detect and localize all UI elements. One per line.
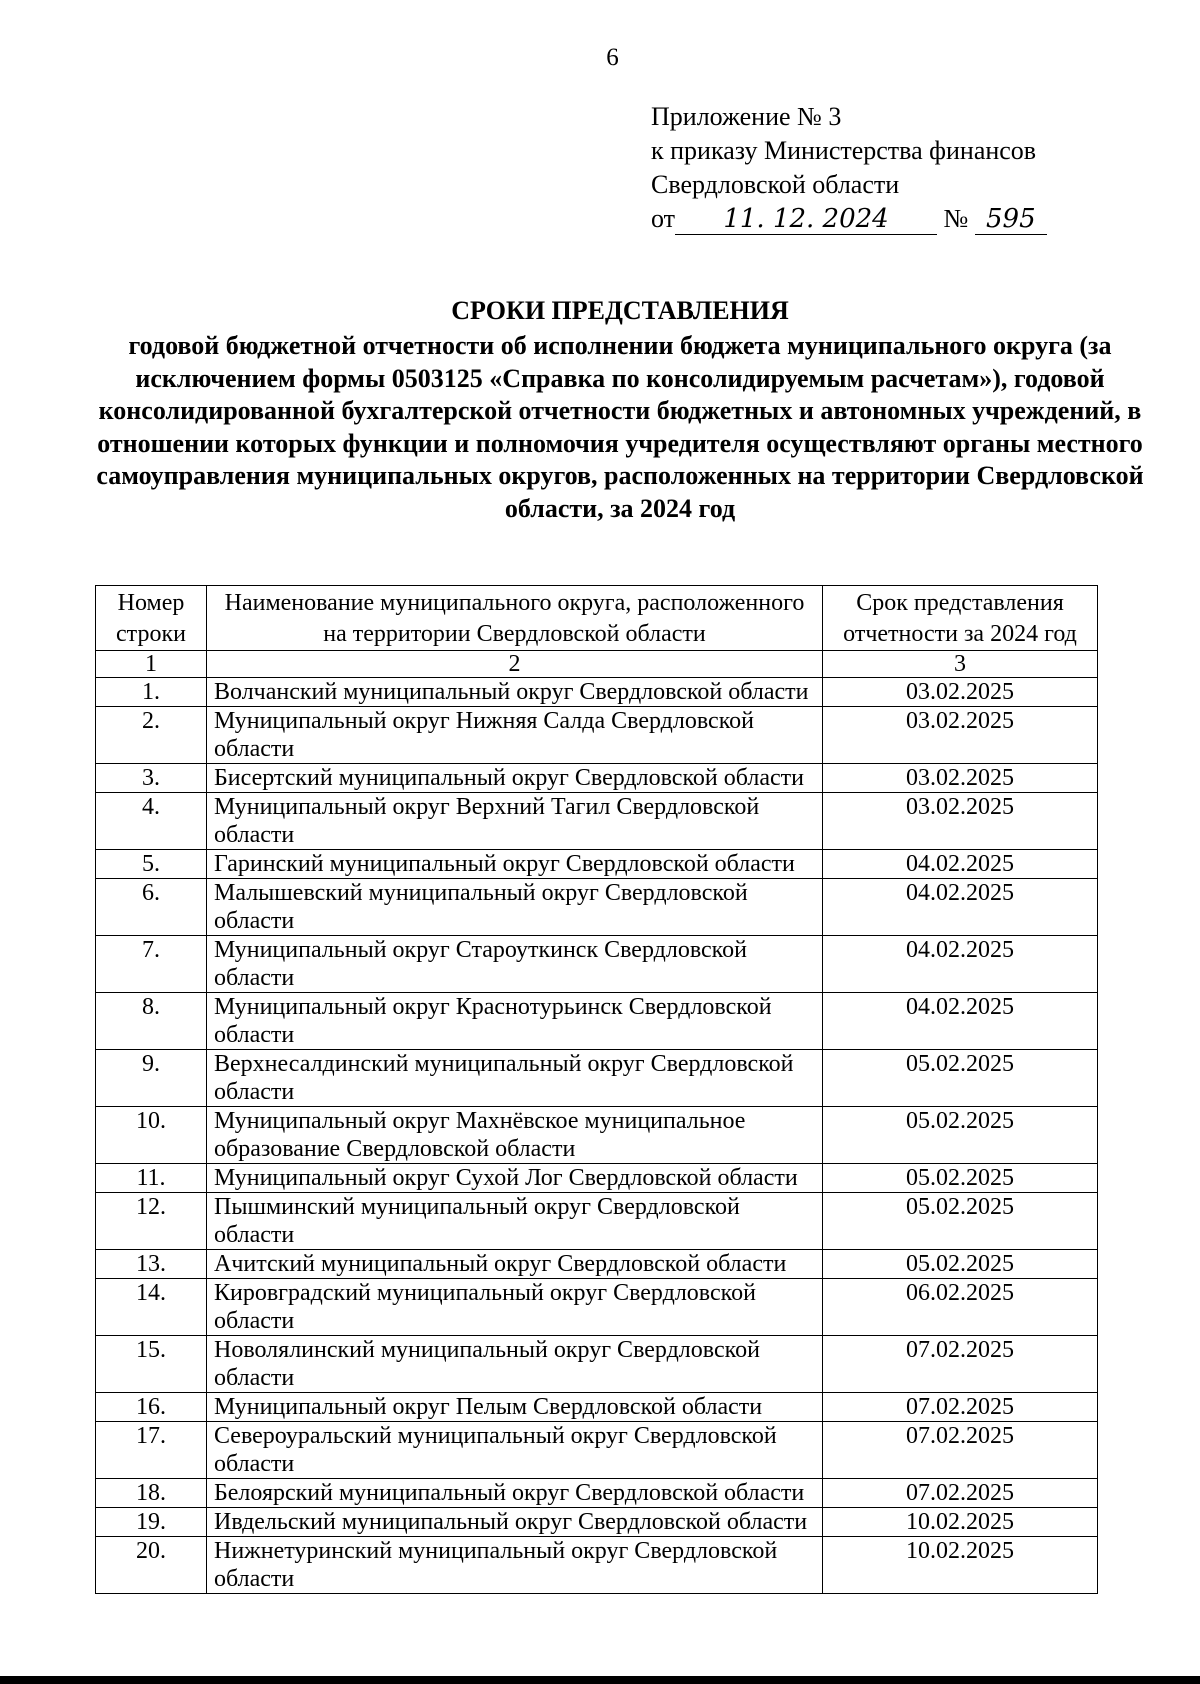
number-label: № [943,204,969,233]
table-row [96,993,1098,1050]
table-row [96,1250,1098,1279]
deadline-cell: 03.02.2025 [823,793,1098,850]
deadline-cell: 10.02.2025 [823,1537,1098,1594]
row-number-cell: 17. [96,1422,207,1479]
municipality-name-cell: Ачитский муниципальный округ Свердловской области [207,1250,823,1279]
header-row-number: Номер строки [96,586,207,651]
table-row [96,1393,1098,1422]
row-number-cell: 15. [96,1336,207,1393]
row-number-cell: 12. [96,1193,207,1250]
row-number-cell: 19. [96,1508,207,1537]
deadline-cell: 04.02.2025 [823,879,1098,936]
table-row [96,1279,1098,1336]
municipality-name-cell: Муниципальный округ Староуткинск Свердловской области [207,936,823,993]
table-row [96,1422,1098,1479]
column-index: 3 [823,651,1098,678]
municipality-name-cell: Волчанский муниципальный округ Свердловской области [207,678,823,707]
municipality-name-cell: Новолялинский муниципальный округ Свердловской области [207,1336,823,1393]
table-row [96,1107,1098,1164]
page-number: 6 [606,44,619,71]
table-row [96,793,1098,850]
row-number-cell: 16. [96,1393,207,1422]
header-deadline: Срок представления отчетности за 2024 год [823,586,1098,651]
deadline-cell: 05.02.2025 [823,1193,1098,1250]
deadline-cell: 05.02.2025 [823,1250,1098,1279]
row-number-cell: 11. [96,1164,207,1193]
table-row [96,707,1098,764]
scan-bottom-edge [0,1676,1200,1684]
deadline-cell: 05.02.2025 [823,1164,1098,1193]
table-row [96,1050,1098,1107]
appendix-block [651,100,1047,236]
row-number-cell: 8. [96,993,207,1050]
table-row [96,1164,1098,1193]
appendix-line-2: к приказу Министерства финансов [651,136,1037,165]
row-number-cell: 14. [96,1279,207,1336]
table-row [96,1193,1098,1250]
row-number-cell: 18. [96,1479,207,1508]
deadline-cell: 04.02.2025 [823,850,1098,879]
table-row [96,1508,1098,1537]
deadline-cell: 03.02.2025 [823,764,1098,793]
municipality-name-cell: Муниципальный округ Нижняя Салда Свердловской области [207,707,823,764]
row-number-cell: 7. [96,936,207,993]
deadline-cell: 07.02.2025 [823,1336,1098,1393]
table-row [96,1537,1098,1594]
deadline-cell: 07.02.2025 [823,1479,1098,1508]
header-municipality: Наименование муниципального округа, расположенного на территории Свердловской области [207,586,823,651]
municipality-name-cell: Белоярский муниципальный округ Свердловской области [207,1479,823,1508]
column-index: 2 [207,651,823,678]
row-number-cell: 20. [96,1537,207,1594]
municipality-name-cell: Гаринский муниципальный округ Свердловской области [207,850,823,879]
municipality-name-cell: Малышевский муниципальный округ Свердловской области [207,879,823,936]
appendix-line-4 [651,202,1047,236]
row-number-cell: 3. [96,764,207,793]
municipality-name-cell: Муниципальный округ Махнёвское муниципальное образование Свердловской области [207,1107,823,1164]
municipality-name-cell: Муниципальный округ Пелым Свердловской области [207,1393,823,1422]
table-row [96,678,1098,707]
municipality-name-cell: Бисертский муниципальный округ Свердловской области [207,764,823,793]
appendix-line-1: Приложение № 3 [651,102,842,131]
row-number-cell: 10. [96,1107,207,1164]
deadline-cell: 07.02.2025 [823,1422,1098,1479]
deadline-cell: 06.02.2025 [823,1279,1098,1336]
row-number-cell: 5. [96,850,207,879]
table-row [96,936,1098,993]
deadline-cell: 03.02.2025 [823,678,1098,707]
table-row [96,879,1098,936]
municipality-name-cell: Кировградский муниципальный округ Свердловской области [207,1279,823,1336]
deadline-cell: 03.02.2025 [823,707,1098,764]
table-header-row [96,586,1098,651]
table-row [96,1479,1098,1508]
deadline-cell: 05.02.2025 [823,1107,1098,1164]
schedule-table [95,585,1098,1594]
row-number-cell: 9. [96,1050,207,1107]
row-number-cell: 2. [96,707,207,764]
table-row [96,1336,1098,1393]
appendix-line-3: Свердловской области [651,170,900,199]
column-index: 1 [96,651,207,678]
municipality-name-cell: Муниципальный округ Краснотурьинск Свердловской области [207,993,823,1050]
table-row [96,764,1098,793]
document-subtitle: годовой бюджетной отчетности об исполнении бюджета муниципального округа (за исключением формы 0503125 «Справка по консолидируемым расчетам»), годовой консолидированной бухгалтерской отчетности бюджетных и автономных учреждений, в отношении которых функции и полномочия учредителя осуществляют органы местного самоуправления муниципальных округов, расположенных на территории Свердловской области, за 2024 год [96,331,1144,523]
municipality-name-cell: Североуральский муниципальный округ Свердловской области [207,1422,823,1479]
deadline-cell: 05.02.2025 [823,1050,1098,1107]
municipality-name-cell: Пышминский муниципальный округ Свердловской области [207,1193,823,1250]
municipality-name-cell: Муниципальный округ Сухой Лог Свердловской области [207,1164,823,1193]
municipality-name-cell: Ивдельский муниципальный округ Свердловской области [207,1508,823,1537]
deadline-cell: 07.02.2025 [823,1393,1098,1422]
table-row [96,850,1098,879]
municipality-name-cell: Муниципальный округ Верхний Тагил Свердловской области [207,793,823,850]
column-index-row [96,651,1098,678]
handwritten-number: 595 [975,204,1047,235]
deadline-cell: 10.02.2025 [823,1508,1098,1537]
municipality-name-cell: Нижнетуринский муниципальный округ Свердловской области [207,1537,823,1594]
row-number-cell: 1. [96,678,207,707]
from-label: от [651,204,676,233]
deadline-cell: 04.02.2025 [823,993,1098,1050]
row-number-cell: 6. [96,879,207,936]
row-number-cell: 4. [96,793,207,850]
municipality-name-cell: Верхнесалдинский муниципальный округ Свердловской области [207,1050,823,1107]
handwritten-date: 11. 12. 2024 [675,204,937,235]
row-number-cell: 13. [96,1250,207,1279]
deadline-cell: 04.02.2025 [823,936,1098,993]
document-title: СРОКИ ПРЕДСТАВЛЕНИЯ [451,296,789,325]
